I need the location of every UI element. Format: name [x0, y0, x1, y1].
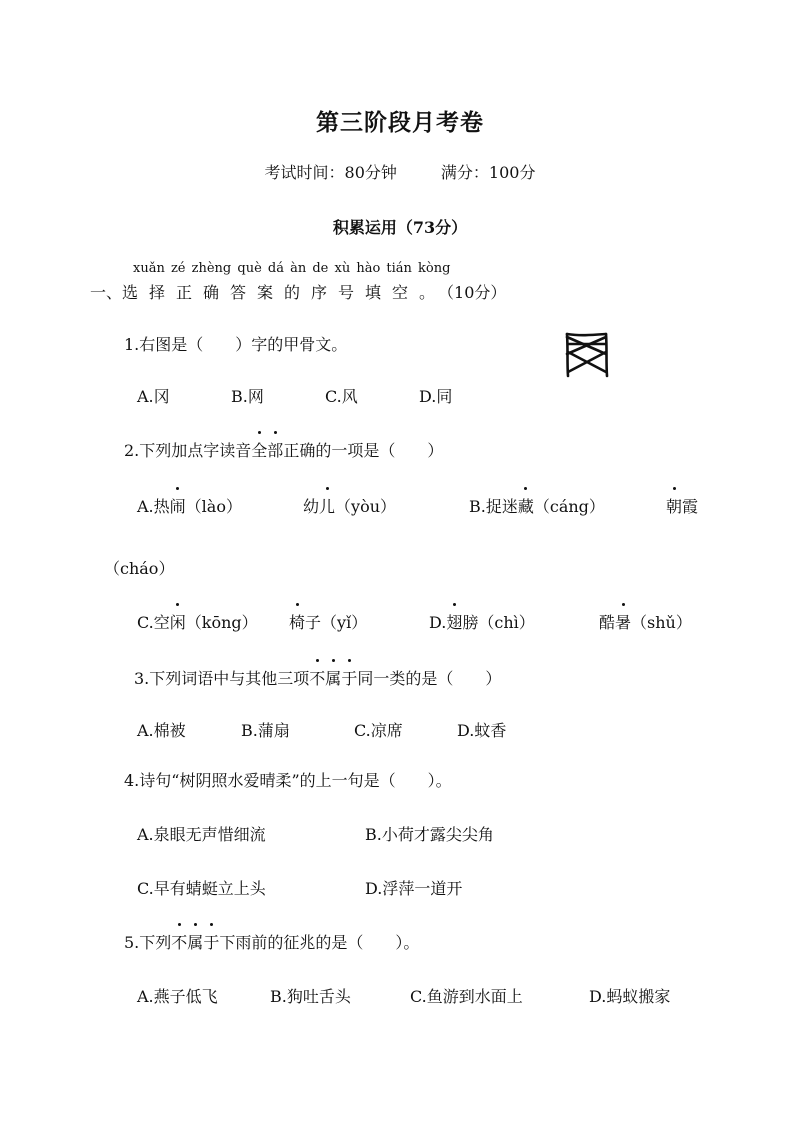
q5-option-a: A.燕子低飞: [137, 987, 218, 1006]
q2-a1-dotted: 闹: [170, 494, 186, 517]
q2-a2-text: 幼: [303, 497, 320, 516]
dotted-char: 全: [251, 438, 267, 461]
q2-option-a2: [303, 494, 396, 517]
q5-text-post: 下雨前的征兆的是（ ）。: [219, 933, 420, 952]
q3-text-pre: 3.下列词语中与其他三项: [134, 669, 310, 688]
q2-c1-pinyin: （kōng）: [185, 613, 258, 632]
q5-text-pre: 5.下列: [124, 933, 172, 952]
q2-c2-pinyin: （yǐ）: [321, 613, 368, 632]
dotted-char: 于: [203, 930, 219, 953]
q4-option-d: D.浮萍一道开: [365, 879, 463, 898]
exam-time: 考试时间：80分钟: [264, 163, 397, 182]
q5-option-d: D.蚂蚁搬家: [589, 987, 671, 1006]
oracle-bone-character-image: [562, 330, 612, 380]
q2-d1-pinyin: （chì）: [478, 613, 535, 632]
question-5: [124, 930, 419, 953]
q2-option-d1: [429, 610, 535, 633]
q2-b2-dotted: 朝: [666, 494, 682, 517]
q2-d2-text: 酷: [599, 613, 616, 632]
q1-option-b: B.网: [231, 387, 264, 406]
dotted-char: 于: [341, 666, 357, 689]
question-4: 4.诗句“树阴照水爱晴柔”的上一句是（ ）。: [124, 771, 452, 790]
part1-heading: [90, 280, 506, 303]
q2-b1-dotted: 藏: [518, 494, 534, 517]
q2-option-b2: [666, 494, 698, 517]
q2-option-d2: [599, 610, 692, 633]
q1-option-a: A.冈: [137, 387, 170, 406]
q2-d1-dotted: 翅: [446, 610, 462, 633]
q2-d1-text: D.: [429, 613, 447, 632]
dotted-char: 部: [267, 438, 283, 461]
q2-text-mid: 正确: [283, 441, 316, 460]
q1-option-d: D.同: [419, 387, 453, 406]
q2-c2-dotted: 椅: [289, 610, 305, 633]
question-3: [134, 666, 501, 689]
q2-d2-pinyin: （shǔ）: [631, 613, 692, 632]
q2-a2-dotted: 儿: [319, 494, 335, 517]
q2-a1-pinyin: （lào）: [185, 497, 242, 516]
dotted-char: 不: [171, 930, 187, 953]
q2-d1-rest: 膀: [462, 613, 479, 632]
q1-option-c: C.风: [325, 387, 358, 406]
page-title: 第三阶段月考卷: [316, 109, 484, 136]
part1-points: （10分）: [446, 283, 507, 302]
q4-option-a: A.泉眼无声惜细流: [137, 825, 266, 844]
part1-number: 一、: [90, 283, 123, 302]
q2-b1-text: B.捉迷: [469, 497, 518, 516]
q3-option-c: C.凉席: [354, 721, 403, 740]
q5-dotted: [171, 933, 219, 952]
q3-text-post: 同一类的是（ ）: [357, 669, 502, 688]
q2-c1-text: C.空: [137, 613, 170, 632]
q2-c1-dotted: 闲: [170, 610, 186, 633]
question-1: 1.右图是（ ）字的甲骨文。: [124, 335, 348, 354]
q2-option-b1: [469, 494, 605, 517]
exam-score: 满分：100分: [440, 163, 536, 182]
exam-meta: [0, 160, 800, 183]
question-2: [124, 438, 443, 461]
section-heading: 积累运用（73分）: [332, 218, 468, 237]
q2-option-c1: [137, 610, 258, 633]
part1-text: 选择正确答案的序号填空。: [122, 283, 447, 302]
q3-option-b: B.蒲扇: [241, 721, 290, 740]
q2-option-a1: [137, 494, 242, 517]
q2-c2-text: 子: [305, 613, 322, 632]
dotted-char: 不: [309, 666, 325, 689]
q2-text-post: 的一项是（ ）: [315, 441, 444, 460]
q2-option-b2-pinyin: （cháo）: [104, 559, 175, 578]
q2-a1-text: A.热: [137, 497, 170, 516]
q2-b1-pinyin: （cáng）: [533, 497, 605, 516]
q3-dotted: [309, 669, 357, 688]
q4-option-b: B.小荷才露尖尖角: [365, 825, 494, 844]
q2-dotted-1: [251, 441, 283, 460]
q3-option-d: D.蚊香: [457, 721, 507, 740]
dotted-char: 属: [325, 666, 341, 689]
part1-pinyin: xuǎn zé zhèng què dá àn de xù hào tián kòng: [133, 261, 451, 276]
q2-d2-dotted: 暑: [615, 610, 631, 633]
q2-option-c2: [289, 610, 367, 633]
dotted-char: 属: [187, 930, 203, 953]
q5-option-b: B.狗吐舌头: [270, 987, 351, 1006]
q4-option-c: C.早有蜻蜓立上头: [137, 879, 266, 898]
q2-text-pre: 2.下列加点字读音: [124, 441, 252, 460]
q5-option-c: C.鱼游到水面上: [410, 987, 523, 1006]
q2-b2-text: 霞: [682, 497, 699, 516]
q2-a2-pinyin: （yòu）: [335, 497, 397, 516]
q3-option-a: A.棉被: [137, 721, 186, 740]
